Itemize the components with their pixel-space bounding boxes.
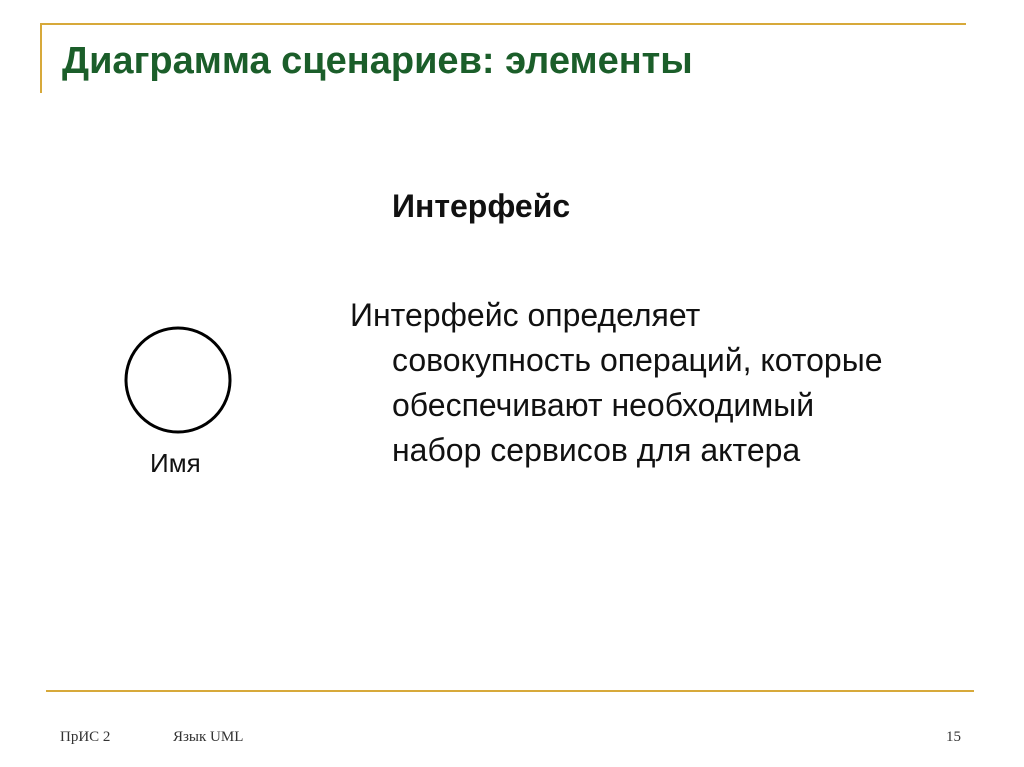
- slide-title: Диаграмма сценариев: элементы: [62, 40, 693, 82]
- interface-circle-icon: [122, 324, 234, 436]
- interface-name-label: Имя: [150, 448, 201, 478]
- left-border-line: [40, 23, 42, 93]
- footer-divider: [46, 690, 974, 692]
- top-border-line: [40, 23, 966, 25]
- definition-line-1: Интерфейс определяет: [350, 297, 701, 333]
- definition-line-3: обеспечивают необходимый: [392, 387, 815, 423]
- footer-topic: Язык UML: [173, 729, 244, 745]
- section-heading: Интерфейс: [392, 188, 571, 224]
- definition-text: [350, 293, 990, 473]
- footer-course-name: ПрИС 2: [60, 729, 111, 745]
- definition-line-4: набор сервисов для актера: [392, 432, 801, 468]
- page-number: 15: [946, 729, 961, 745]
- definition-line-2: совокупность операций, которые: [392, 342, 883, 378]
